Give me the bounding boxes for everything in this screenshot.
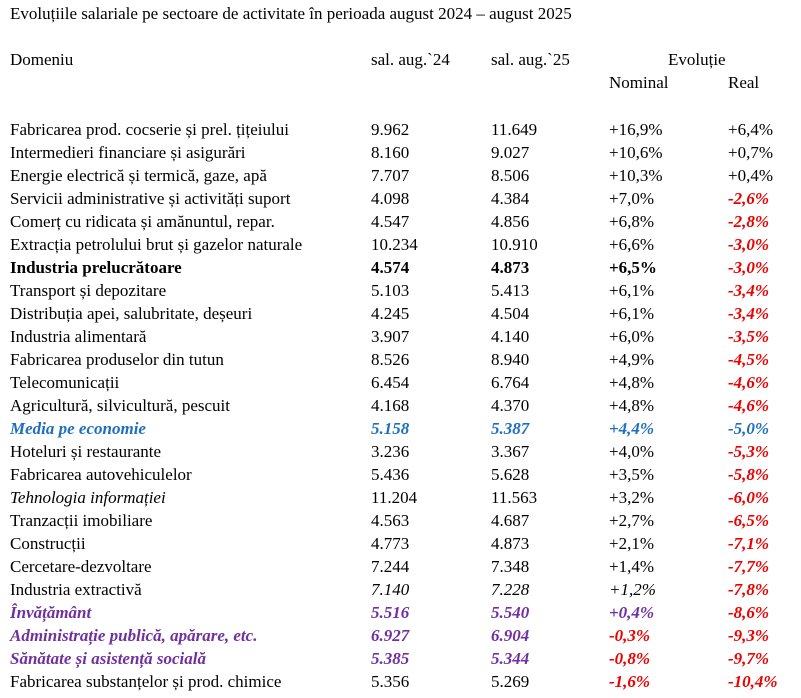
sector-name: Agricultură, silvicultură, pescuit	[10, 396, 230, 415]
table-row	[0, 486, 801, 509]
sector-name: Distribuția apei, salubritate, deșeuri	[10, 304, 253, 323]
header-salary-2025: sal. aug.`25	[491, 50, 570, 69]
salary-2024: 8.526	[371, 350, 410, 369]
real-change: +0,4%	[728, 166, 773, 185]
real-change: -4,6%	[728, 396, 770, 415]
salary-2024: 9.962	[371, 120, 410, 139]
nominal-change: +6,6%	[609, 235, 654, 254]
sector-name: Industria alimentară	[10, 327, 147, 346]
salary-2025: 7.348	[491, 557, 530, 576]
salary-2024: 5.385	[371, 649, 410, 668]
sector-name: Tehnologia informației	[10, 488, 166, 507]
salary-2024: 4.245	[371, 304, 410, 323]
salary-2024: 3.907	[371, 327, 410, 346]
sector-name: Transport și depozitare	[10, 281, 167, 300]
nominal-change: +6,5%	[609, 258, 657, 277]
salary-2024: 7.707	[371, 166, 410, 185]
nominal-change: +6,8%	[609, 212, 654, 231]
nominal-change: +10,3%	[609, 166, 663, 185]
nominal-change: +3,5%	[609, 465, 654, 484]
real-change: -4,6%	[728, 373, 770, 392]
sector-name: Sănătate și asistență socială	[10, 649, 206, 668]
salary-2024: 7.244	[371, 557, 410, 576]
real-change: -2,6%	[728, 189, 770, 208]
salary-2024: 8.160	[371, 143, 410, 162]
salary-2025: 3.367	[491, 442, 530, 461]
nominal-change: +3,2%	[609, 488, 654, 507]
real-change: -2,8%	[728, 212, 770, 231]
sector-name: Intermedieri financiare și asigurări	[10, 143, 246, 162]
header-nominal: Nominal	[609, 73, 669, 92]
table-row	[0, 601, 801, 624]
real-change: -3,4%	[728, 281, 770, 300]
real-change: -9,3%	[728, 626, 770, 645]
salary-2025: 6.764	[491, 373, 530, 392]
table-row	[0, 348, 801, 371]
real-change: -3,0%	[728, 235, 770, 254]
salary-2025: 5.387	[491, 419, 530, 438]
table-row	[0, 463, 801, 486]
nominal-change: +16,9%	[609, 120, 663, 139]
nominal-change: +6,1%	[609, 304, 654, 323]
salary-2024: 4.098	[371, 189, 410, 208]
sector-name: Industria extractivă	[10, 580, 142, 599]
salary-2025: 4.140	[491, 327, 530, 346]
salary-2025: 4.384	[491, 189, 530, 208]
table-row	[0, 509, 801, 532]
salary-2025: 4.856	[491, 212, 530, 231]
salary-2025: 5.628	[491, 465, 530, 484]
nominal-change: +6,1%	[609, 281, 654, 300]
salary-2025: 4.873	[491, 534, 530, 553]
sector-name: Industria prelucrătoare	[10, 258, 182, 277]
salary-2025: 5.413	[491, 281, 530, 300]
sector-name: Fabricarea produselor din tutun	[10, 350, 224, 369]
salary-2024: 5.158	[371, 419, 410, 438]
real-change: -7,8%	[728, 580, 770, 599]
real-change: -8,6%	[728, 603, 770, 622]
salary-2025: 5.540	[491, 603, 530, 622]
table-row	[0, 394, 801, 417]
table-row	[0, 141, 801, 164]
real-change: -5,3%	[728, 442, 770, 461]
salary-2025: 4.687	[491, 511, 530, 530]
header-real: Real	[728, 73, 760, 92]
real-change: +0,7%	[728, 143, 773, 162]
real-change: -7,7%	[728, 557, 770, 576]
salary-2024: 6.927	[371, 626, 410, 645]
sector-name: Fabricarea prod. cocserie și prel. țițeiului	[10, 120, 289, 139]
sector-name: Învățământ	[10, 603, 92, 622]
salary-2025: 5.344	[491, 649, 530, 668]
salary-2024: 5.103	[371, 281, 410, 300]
table-row	[0, 164, 801, 187]
table-row	[0, 256, 801, 279]
nominal-change: +6,0%	[609, 327, 654, 346]
nominal-change: +1,4%	[609, 557, 654, 576]
table-row	[0, 233, 801, 256]
salary-2024: 3.236	[371, 442, 410, 461]
salary-2024: 4.773	[371, 534, 410, 553]
real-change: -9,7%	[728, 649, 770, 668]
nominal-change: -1,6%	[609, 672, 651, 691]
salary-2024: 5.436	[371, 465, 410, 484]
sector-name: Extracția petrolului brut și gazelor naturale	[10, 235, 303, 254]
sector-name: Energie electrică și termică, gaze, apă	[10, 166, 267, 185]
nominal-change: +4,0%	[609, 442, 654, 461]
salary-2024: 5.356	[371, 672, 410, 691]
table-row	[0, 371, 801, 394]
table-row	[0, 555, 801, 578]
table-row	[0, 187, 801, 210]
nominal-change: +10,6%	[609, 143, 663, 162]
salary-2024: 6.454	[371, 373, 410, 392]
header-domain: Domeniu	[10, 50, 74, 69]
salary-2025: 8.506	[491, 166, 530, 185]
sector-name: Media pe economie	[10, 419, 146, 438]
real-change: -6,0%	[728, 488, 770, 507]
sector-name: Construcții	[10, 534, 86, 553]
salary-2025: 9.027	[491, 143, 530, 162]
salary-2024: 4.168	[371, 396, 410, 415]
header-salary-2024: sal. aug.`24	[371, 50, 450, 69]
table-row	[0, 302, 801, 325]
salary-2024: 5.516	[371, 603, 410, 622]
table-row	[0, 118, 801, 141]
real-change: -4,5%	[728, 350, 770, 369]
real-change: -3,5%	[728, 327, 770, 346]
sector-name: Tranzacții imobiliare	[10, 511, 153, 530]
page-title: Evoluțiile salariale pe sectoare de activitate în perioada august 2024 – august 2025	[10, 4, 572, 23]
salary-2025: 4.504	[491, 304, 530, 323]
nominal-change: +4,4%	[609, 419, 655, 438]
salary-2025: 11.649	[491, 120, 538, 139]
table-row	[0, 279, 801, 302]
nominal-change: -0,3%	[609, 626, 651, 645]
nominal-change: +4,9%	[609, 350, 654, 369]
nominal-change: +4,8%	[609, 373, 654, 392]
salary-2024: 7.140	[371, 580, 410, 599]
header-evolution: Evoluție	[668, 50, 726, 69]
salary-2024: 4.563	[371, 511, 410, 530]
salary-2025: 6.904	[491, 626, 530, 645]
salary-2025: 11.563	[491, 488, 538, 507]
sector-name: Fabricarea autovehiculelor	[10, 465, 192, 484]
nominal-change: +2,7%	[609, 511, 654, 530]
real-change: -3,0%	[728, 258, 770, 277]
nominal-change: +1,2%	[609, 580, 656, 599]
real-change: -10,4%	[728, 672, 778, 691]
table-row	[0, 210, 801, 233]
salary-2024: 4.547	[371, 212, 410, 231]
salary-2024: 4.574	[371, 258, 410, 277]
sector-name: Comerț cu ridicata și amănuntul, repar.	[10, 212, 275, 231]
salary-2025: 4.873	[491, 258, 530, 277]
sector-name: Servicii administrative și activități suport	[10, 189, 291, 208]
salary-2025: 10.910	[491, 235, 538, 254]
real-change: -5,0%	[728, 419, 770, 438]
real-change: -3,4%	[728, 304, 770, 323]
table-row	[0, 670, 801, 693]
sector-name: Telecomunicații	[10, 373, 120, 392]
sector-name: Fabricarea substanțelor și prod. chimice	[10, 672, 282, 691]
sector-name: Hoteluri și restaurante	[10, 442, 162, 461]
table-row	[0, 532, 801, 555]
table-row	[0, 417, 801, 440]
nominal-change: +2,1%	[609, 534, 654, 553]
table-row	[0, 578, 801, 601]
real-change: -5,8%	[728, 465, 770, 484]
nominal-change: -0,8%	[609, 649, 651, 668]
sector-name: Cercetare-dezvoltare	[10, 557, 152, 576]
real-change: -6,5%	[728, 511, 770, 530]
salary-2025: 8.940	[491, 350, 530, 369]
nominal-change: +0,4%	[609, 603, 655, 622]
salary-2025: 4.370	[491, 396, 530, 415]
table-row	[0, 325, 801, 348]
real-change: +6,4%	[728, 120, 773, 139]
sector-name: Administrație publică, apărare, etc.	[10, 626, 258, 645]
table-row	[0, 624, 801, 647]
table-row	[0, 440, 801, 463]
salary-2025: 5.269	[491, 672, 530, 691]
table-row	[0, 647, 801, 670]
nominal-change: +4,8%	[609, 396, 654, 415]
real-change: -7,1%	[728, 534, 770, 553]
salary-2024: 11.204	[371, 488, 418, 507]
nominal-change: +7,0%	[609, 189, 654, 208]
salary-table	[0, 118, 801, 693]
salary-2024: 10.234	[371, 235, 418, 254]
salary-2025: 7.228	[491, 580, 530, 599]
